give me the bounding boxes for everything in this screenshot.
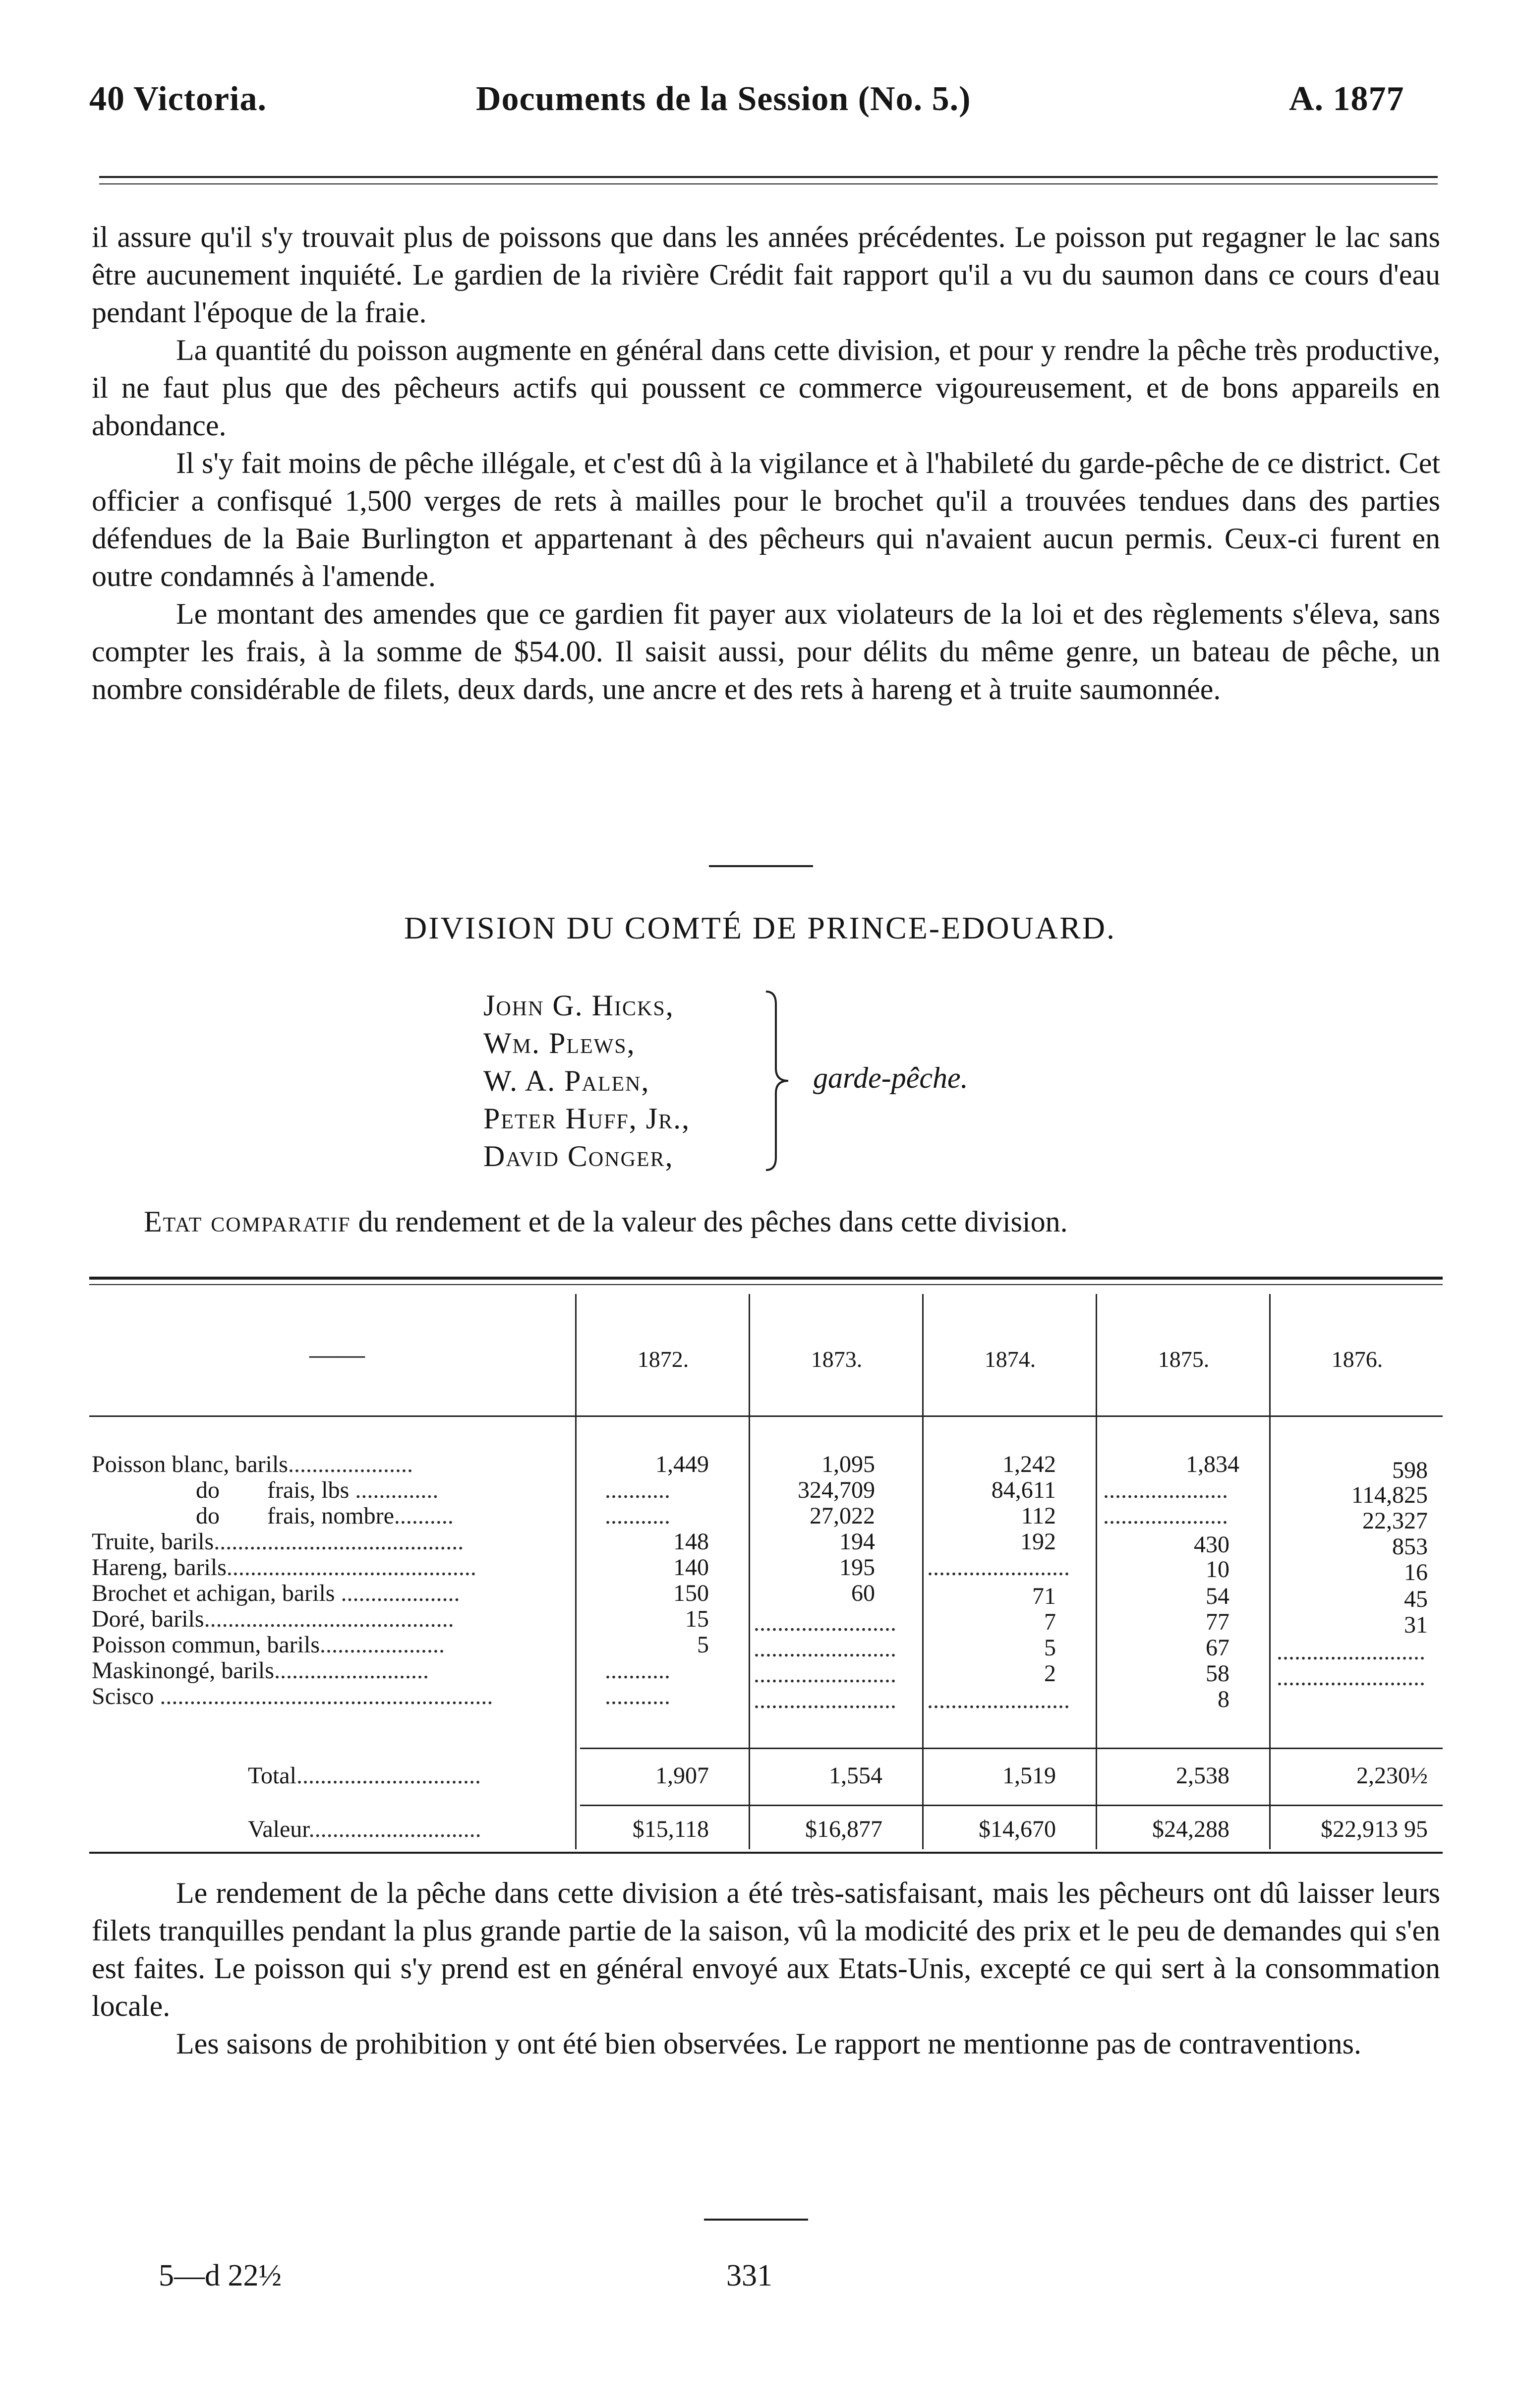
- total-1872: 1,907: [655, 1762, 709, 1789]
- cell-1874: 112: [1021, 1503, 1056, 1529]
- year-1875: 1875.: [1158, 1347, 1210, 1372]
- cell-1876-empty: .........................: [1277, 1639, 1425, 1665]
- cell-1876: 45: [1404, 1586, 1428, 1612]
- cell-1872: 148: [673, 1528, 709, 1555]
- cell-1873: 194: [839, 1528, 875, 1555]
- wardens-role: garde-pêche.: [813, 1061, 968, 1094]
- column-separator: [922, 1294, 924, 1849]
- table-valeur-rule: [580, 1805, 1443, 1806]
- valeur-1875: $24,288: [1152, 1816, 1229, 1842]
- cell-1874-empty: ........................: [927, 1687, 1070, 1713]
- row-label: Truite, barils..........................................: [92, 1529, 464, 1555]
- wardens-list: [483, 987, 690, 1175]
- cell-1875: 1,834: [1186, 1451, 1239, 1477]
- intro-paragraph: La quantité du poisson augmente en général dans cette division, et pour y rendre la pêche très productive, il ne faut plus que des pêcheurs actifs qui poussent ce commerce vigoureusement, et de bons appareils en abondance.: [92, 334, 1440, 442]
- cell-1873: 195: [839, 1554, 875, 1581]
- intro-paragraph: Le montant des amendes que ce gardien fit payer aux violateurs de la loi et des règlements s'éleva, sans compter les frais, à la somme de $54.00. Il saisit aussi, pour délits du même genre, un bateau de pêche, un nombre considérable de filets, deux dards, une ancre et des rets à hareng et à truite saumonnée.: [92, 597, 1440, 705]
- valeur-1872: $15,118: [632, 1816, 709, 1842]
- cell-1876: 598: [1392, 1457, 1428, 1483]
- cell-1875: 67: [1206, 1635, 1229, 1661]
- cell-1876: 16: [1404, 1559, 1428, 1586]
- table-total-rule: [580, 1748, 1443, 1749]
- column-separator: [1269, 1294, 1271, 1849]
- total-1875: 2,538: [1176, 1762, 1229, 1789]
- cell-1872: 1,449: [655, 1451, 709, 1477]
- footer-signature: 5—d 22½: [159, 2259, 282, 2292]
- cell-1875: 58: [1206, 1660, 1229, 1687]
- row-label: Brochet et achigan, barils ....................: [92, 1581, 460, 1606]
- cell-1874: 1,242: [1002, 1451, 1056, 1477]
- table-rule-top: [89, 1277, 1443, 1280]
- valeur-1873: $16,877: [805, 1816, 882, 1842]
- table-header-rule: [89, 1415, 1443, 1417]
- valeur-label: Valeur.............................: [248, 1816, 481, 1842]
- table-rule-top-thin: [89, 1284, 1443, 1285]
- row-label: Poisson blanc, barils.....................: [92, 1452, 413, 1477]
- cell-1874: 5: [1044, 1635, 1056, 1661]
- header-rule-bottom: [99, 183, 1438, 184]
- header-year: A. 1877: [1289, 80, 1404, 118]
- row-label: Doré, barils..........................................: [92, 1606, 454, 1632]
- year-1874: 1874.: [984, 1347, 1036, 1372]
- row-label: Maskinongé, barils..........................: [92, 1658, 429, 1684]
- cell-1873-empty: ........................: [754, 1610, 896, 1636]
- cell-1873: 324,709: [798, 1477, 875, 1503]
- cell-1875: 430: [1194, 1531, 1229, 1558]
- cell-1873-empty: ........................: [754, 1636, 896, 1662]
- cell-1874: 71: [1032, 1583, 1056, 1609]
- warden-name: W. A. Palen,: [483, 1064, 650, 1097]
- cell-1872-empty: ...........: [605, 1657, 670, 1684]
- table-caption: [144, 1205, 1068, 1239]
- cell-1873-empty: ........................: [754, 1661, 896, 1688]
- cell-1875: 77: [1206, 1609, 1229, 1635]
- table-rule-bottom: [89, 1852, 1443, 1854]
- column-separator: [749, 1294, 750, 1849]
- cell-1875-empty: .....................: [1103, 1503, 1228, 1529]
- cell-1876: 22,327: [1362, 1508, 1428, 1534]
- year-1873: 1873.: [811, 1347, 863, 1372]
- total-1874: 1,519: [1002, 1762, 1056, 1789]
- cell-1872: 140: [673, 1554, 709, 1581]
- right-brace: [763, 989, 793, 1173]
- total-1876: 2,230½: [1356, 1762, 1428, 1789]
- header-dash: ——: [309, 1339, 365, 1370]
- warden-name: Wm. Plews,: [483, 1027, 636, 1059]
- closing-paragraph: Les saisons de prohibition y ont été bien observées. Le rapport ne mentionne pas de contraventions.: [176, 2027, 1362, 2060]
- cell-1875: 54: [1206, 1583, 1229, 1609]
- intro-paragraph: il assure qu'il s'y trouvait plus de poissons que dans les années précédentes. Le poisson put regagner le lac sans être aucunement inquiété. Le gardien de la rivière Crédit fait rapport qu'il a vu du saumon dans ce cours d'eau pendant l'époque de la fraie.: [92, 221, 1440, 329]
- section-title: DIVISION DU COMTÉ DE PRINCE-EDOUARD.: [404, 910, 1116, 945]
- total-1873: 1,554: [829, 1762, 882, 1789]
- valeur-1876: $22,913 95: [1321, 1816, 1428, 1842]
- cell-1875-empty: .....................: [1103, 1477, 1228, 1503]
- table-caption-rest: du rendement et de la valeur des pêches dans cette division.: [351, 1205, 1068, 1238]
- cell-1876: 853: [1392, 1533, 1428, 1560]
- cell-1874: 192: [1020, 1528, 1056, 1555]
- header-title: Documents de la Session (No. 5.): [476, 80, 971, 118]
- table-caption-smallcaps: Etat comparatif: [144, 1205, 351, 1238]
- warden-name: John G. Hicks,: [483, 989, 674, 1022]
- cell-1872-empty: ...........: [605, 1683, 670, 1709]
- cell-1872: 15: [685, 1606, 709, 1632]
- closing-text: [92, 1874, 1440, 2062]
- section-divider: [709, 865, 813, 867]
- total-label: Total...............................: [248, 1762, 481, 1789]
- cell-1874: 2: [1044, 1660, 1056, 1687]
- warden-name: Peter Huff, Jr.,: [483, 1102, 691, 1135]
- warden-name: David Conger,: [483, 1140, 674, 1173]
- page-number: 331: [726, 2259, 772, 2292]
- header-volume: 40 Victoria.: [89, 80, 267, 118]
- cell-1874: 84,611: [991, 1477, 1056, 1503]
- intro-paragraph: Il s'y fait moins de pêche illégale, et c'est dû à la vigilance et à l'habileté du garde-pêche de ce district. Cet officier a confisqué 1,500 verges de rets à mailles pour le brochet qu'il a trouvées tendues dans des parties défendues de la Baie Burlington et appartenant à des pêcheurs qui n'avaient aucun permis. Ceux-ci furent en outre condamnés à l'amende.: [92, 447, 1440, 592]
- cell-1872-empty: ...........: [605, 1477, 670, 1503]
- cell-1876-empty: .........................: [1277, 1664, 1425, 1691]
- valeur-1874: $14,670: [979, 1816, 1056, 1842]
- cell-1876: 31: [1404, 1612, 1428, 1638]
- cell-1873-empty: ........................: [754, 1687, 896, 1713]
- column-separator: [575, 1294, 577, 1849]
- column-separator: [1096, 1294, 1097, 1849]
- cell-1872: 150: [673, 1580, 709, 1606]
- cell-1874: 7: [1044, 1609, 1056, 1635]
- intro-text: [92, 218, 1440, 708]
- row-label: Poisson commun, barils.....................: [92, 1632, 445, 1658]
- row-label: do frais, lbs ..............: [196, 1477, 439, 1503]
- cell-1873: 27,022: [810, 1503, 875, 1529]
- cell-1874-empty: ........................: [927, 1554, 1070, 1581]
- cell-1875: 10: [1206, 1556, 1229, 1583]
- cell-1872-empty: ...........: [605, 1503, 670, 1529]
- row-label: Scisco ........................................................: [92, 1684, 493, 1709]
- footer-divider: [704, 2219, 808, 2221]
- closing-paragraph: Le rendement de la pêche dans cette division a été très-satisfaisant, mais les pêcheurs ont dû laisser leurs filets tranquilles pendant la plus grande partie de la saison, vû la modicité des prix et le peu de demandes qui s'en est faites. Le poisson qui s'y prend est en général envoyé aux Etats-Unis, excepté ce qui sert à la consommation locale.: [92, 1877, 1440, 2022]
- year-1876: 1876.: [1331, 1347, 1383, 1372]
- cell-1873: 1,095: [821, 1451, 875, 1477]
- row-label: Hareng, barils..........................................: [92, 1555, 476, 1581]
- cell-1875: 8: [1218, 1686, 1229, 1712]
- year-1872: 1872.: [637, 1347, 689, 1372]
- cell-1872: 5: [697, 1632, 709, 1658]
- row-label: do frais, nombre..........: [196, 1503, 454, 1529]
- header-rule-top: [99, 176, 1438, 178]
- cell-1876: 114,825: [1351, 1482, 1428, 1508]
- cell-1873: 60: [851, 1580, 875, 1606]
